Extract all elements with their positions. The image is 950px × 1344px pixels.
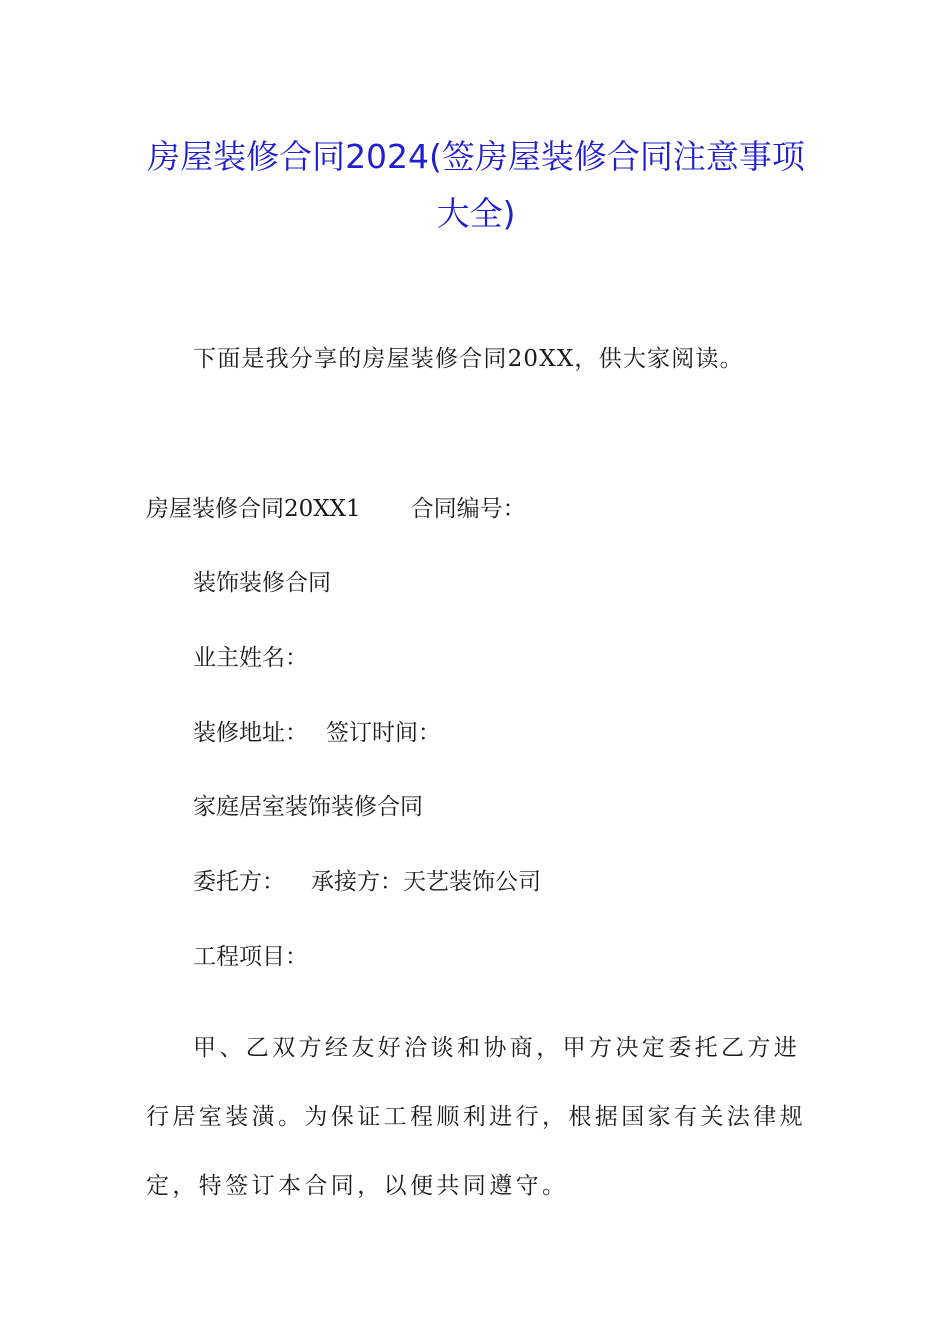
sign-time-label: 签订时间： — [326, 720, 441, 746]
client-label: 委托方： — [193, 869, 285, 895]
body-paragraph: 甲、乙双方经友好洽谈和协商，甲方决定委托乙方进行居室装潢。为保证工程顺利进行，根据国家有关法律规定，特签订本合同，以便共同遵守。 — [146, 1035, 806, 1199]
contract-heading-line — [146, 494, 526, 524]
address-label: 装修地址： — [193, 720, 308, 746]
contract-type: 装饰装修合同 — [193, 570, 331, 596]
contract-number-label: 合同编号： — [410, 496, 526, 522]
owner-name-label: 业主姓名： — [193, 645, 308, 671]
project-label: 工程项目： — [193, 944, 308, 970]
contractor-label: 承接方：天艺装饰公司 — [311, 869, 541, 895]
home-contract-title: 家庭居室装饰装修合同 — [193, 794, 423, 820]
parties-line — [193, 867, 541, 897]
document-title: 房屋装修合同2024(签房屋装修合同注意事项大全) — [147, 137, 805, 233]
address-line — [193, 718, 441, 748]
contract-heading: 房屋装修合同20XX1 — [146, 496, 361, 522]
intro-text: 下面是我分享的房屋装修合同20XX，供大家阅读。 — [193, 346, 744, 372]
